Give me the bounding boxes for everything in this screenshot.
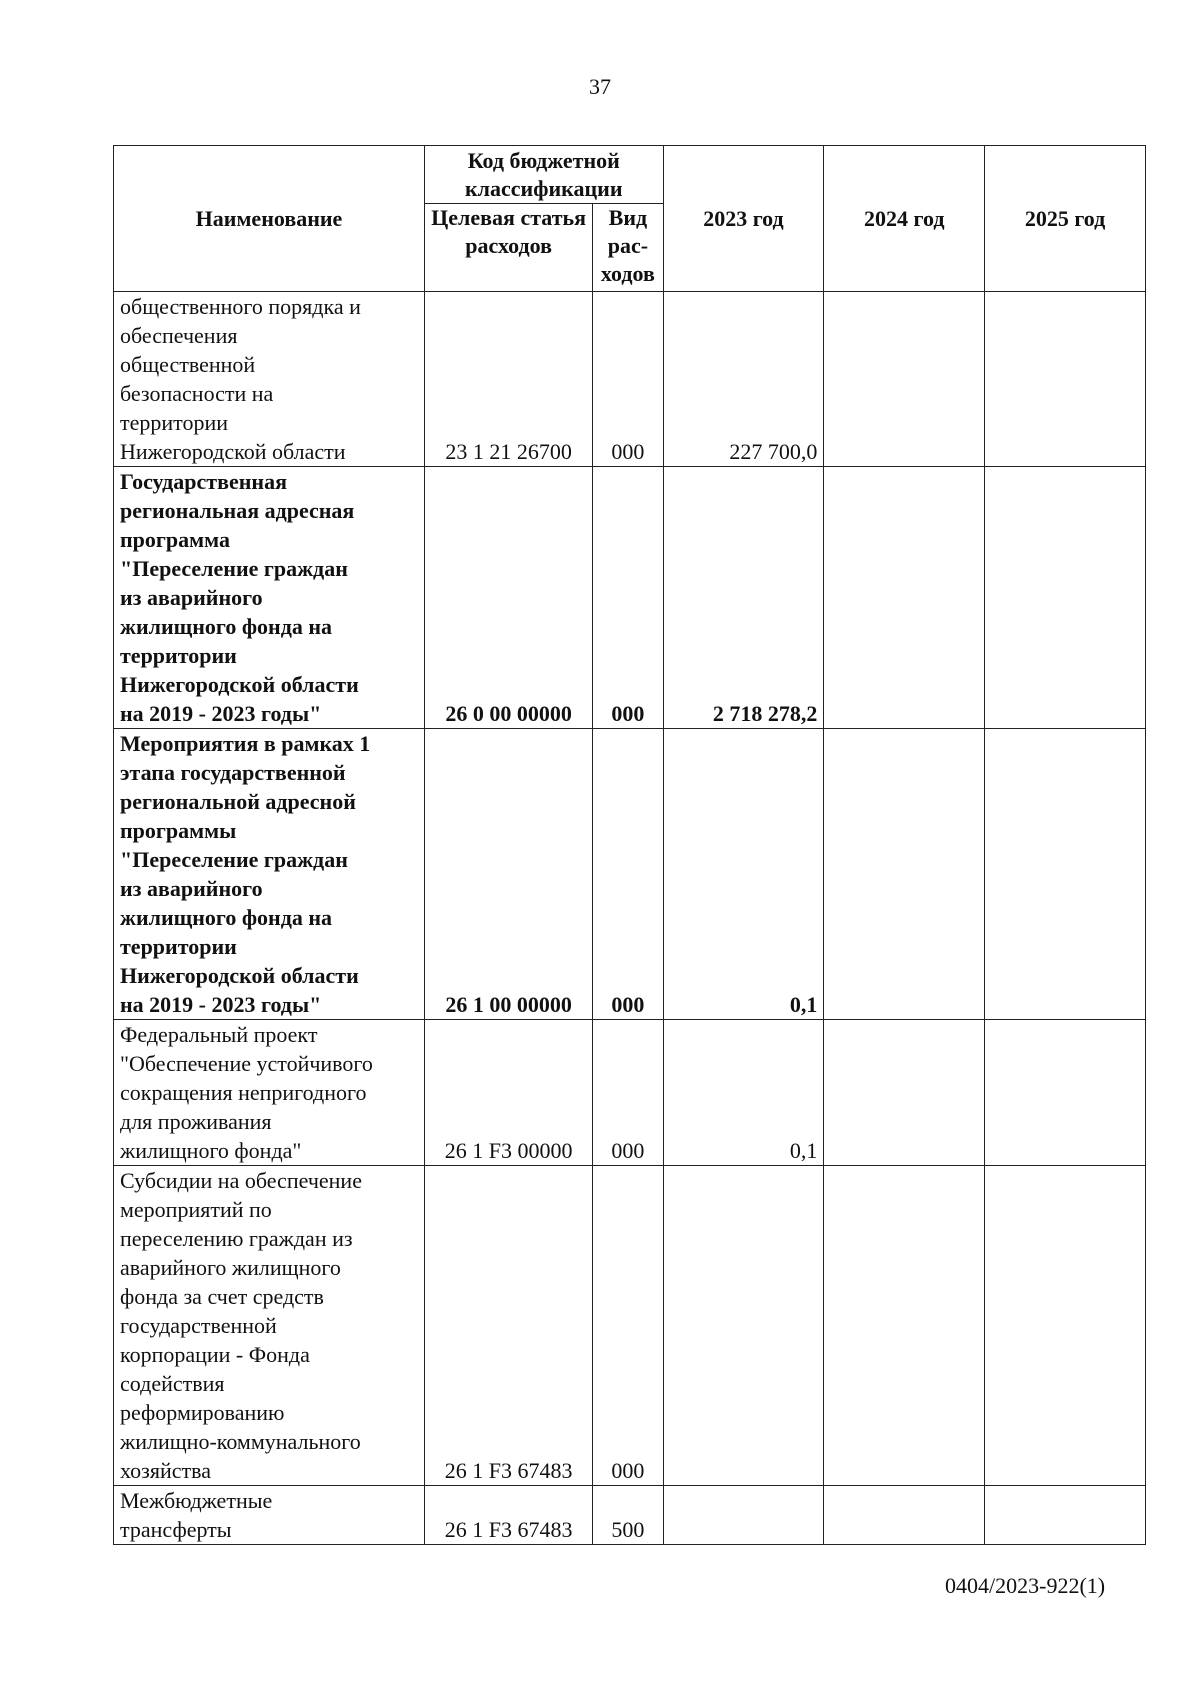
amount-2023-cell: 227 700,0 <box>663 292 824 467</box>
target-code-cell: 26 0 00 00000 <box>424 467 592 729</box>
header-target-article: Целевая статья расходов <box>424 204 592 292</box>
expense-kind-cell: 000 <box>593 729 663 1020</box>
expense-kind-cell: 000 <box>593 1166 663 1486</box>
expense-kind-cell: 000 <box>593 467 663 729</box>
amount-2025-cell <box>985 729 1146 1020</box>
amount-2024-cell <box>824 1486 985 1545</box>
name-cell: Мероприятия в рамках 1 этапа государственной региональной адресной программы "Переселение граждан из аварийного жилищного фонда на территории Нижегородской области на 2019 - 2023 годы" <box>114 729 425 1020</box>
header-2023: 2023 год <box>663 146 824 292</box>
name-cell: Субсидии на обеспечение мероприятий по переселению граждан из аварийного жилищного фонда за счет средств государственной корпорации - Фонда содействия реформированию жилищно-коммунального хозяйства <box>114 1166 425 1486</box>
expense-kind-cell: 000 <box>593 1020 663 1166</box>
amount-2025-cell <box>985 1020 1146 1166</box>
budget-table <box>113 145 1146 1545</box>
amount-2023-cell: 0,1 <box>663 729 824 1020</box>
amount-2023-cell: 2 718 278,2 <box>663 467 824 729</box>
header-expense-kind: Вид рас-ходов <box>593 204 663 292</box>
amount-2024-cell <box>824 729 985 1020</box>
table-row <box>114 1486 1146 1545</box>
target-code-cell: 26 1 00 00000 <box>424 729 592 1020</box>
document-code: 0404/2023-922(1) <box>945 1573 1106 1598</box>
target-code-cell: 23 1 21 26700 <box>424 292 592 467</box>
amount-2023-cell: 0,1 <box>663 1020 824 1166</box>
name-cell: Межбюджетные трансферты <box>114 1486 425 1545</box>
target-code-cell: 26 1 F3 67483 <box>424 1486 592 1545</box>
table-row <box>114 1020 1146 1166</box>
amount-2023-cell <box>663 1166 824 1486</box>
table-row <box>114 1166 1146 1486</box>
amount-2024-cell <box>824 1166 985 1486</box>
amount-2025-cell <box>985 292 1146 467</box>
amount-2025-cell <box>985 1486 1146 1545</box>
target-code-cell: 26 1 F3 00000 <box>424 1020 592 1166</box>
header-kbk-group: Код бюджетной классификации <box>424 146 663 204</box>
target-code-cell: 26 1 F3 67483 <box>424 1166 592 1486</box>
name-cell: общественного порядка и обеспечения общественной безопасности на территории Нижегородской области <box>114 292 425 467</box>
amount-2024-cell <box>824 1020 985 1166</box>
name-cell: Федеральный проект "Обеспечение устойчивого сокращения непригодного для проживания жилищного фонда" <box>114 1020 425 1166</box>
amount-2023-cell <box>663 1486 824 1545</box>
page-number: 37 <box>589 74 611 99</box>
table-row <box>114 292 1146 467</box>
header-2024: 2024 год <box>824 146 985 292</box>
expense-kind-cell: 000 <box>593 292 663 467</box>
name-cell: Государственная региональная адресная программа "Переселение граждан из аварийного жилищного фонда на территории Нижегородской области на 2019 - 2023 годы" <box>114 467 425 729</box>
header-name: Наименование <box>114 146 425 292</box>
amount-2025-cell <box>985 467 1146 729</box>
amount-2024-cell <box>824 467 985 729</box>
header-2025: 2025 год <box>985 146 1146 292</box>
table-body <box>114 292 1146 1545</box>
table-row <box>114 467 1146 729</box>
table-header <box>114 146 1146 292</box>
expense-kind-cell: 500 <box>593 1486 663 1545</box>
table-row <box>114 729 1146 1020</box>
amount-2024-cell <box>824 292 985 467</box>
amount-2025-cell <box>985 1166 1146 1486</box>
